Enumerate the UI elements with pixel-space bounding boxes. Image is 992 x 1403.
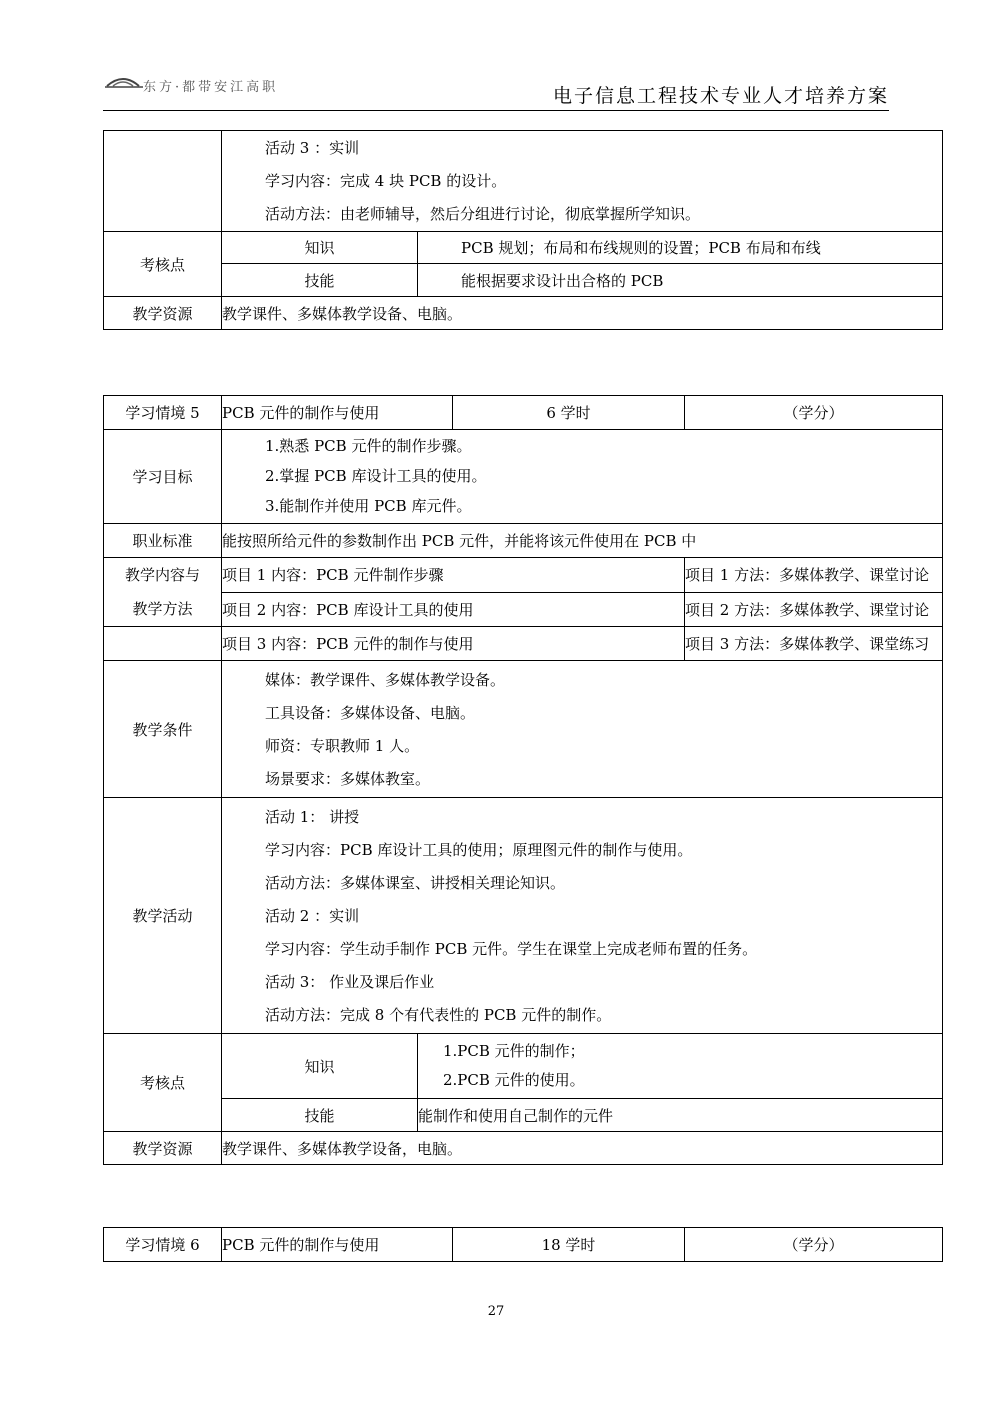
activity-line: 活动 2 ：实训 <box>265 907 360 925</box>
standard-text: 能按照所给元件的参数制作出 PCB 元件，并能将该元件使用在 PCB 中 <box>222 524 943 558</box>
activity-line: 活动 3： 作业及课后作业 <box>265 973 435 991</box>
item-method: 项目 1 方法：多媒体教学、课堂讨论 <box>685 558 943 593</box>
condition-item: 媒体：教学课件、多媒体教学设备。 <box>265 671 506 689</box>
resource-text: 教学课件、多媒体教学设备、电脑。 <box>222 297 943 330</box>
activity-line: 活动方法：由老师辅导，然后分组进行讨论，彻底掌握所学知识。 <box>265 205 701 223</box>
activity-cell <box>222 131 943 232</box>
empty-label-cell <box>104 627 222 661</box>
item-content: 项目 2 内容：PCB 库设计工具的使用 <box>222 592 685 627</box>
knowledge-label: 知识 <box>222 1034 418 1099</box>
activity-cell <box>222 798 943 1034</box>
goal-item: 3.能制作并使用 PCB 库元件。 <box>265 497 472 515</box>
activity-label: 教学活动 <box>104 798 222 1034</box>
goal-item: 1.熟悉 PCB 元件的制作步骤。 <box>265 437 472 455</box>
situation-name: PCB 元件的制作与使用 <box>222 1228 453 1262</box>
item-content: 项目 1 内容：PCB 元件制作步骤 <box>222 558 685 593</box>
condition-item: 场景要求：多媒体教室。 <box>265 770 431 788</box>
content-label-line: 教学方法 <box>132 600 193 618</box>
knowledge-text: PCB 规划；布局和布线规则的设置；PCB 布局和布线 <box>418 232 943 264</box>
document-title: 电子信息工程技术专业人才培养方案 <box>552 85 889 107</box>
table-situation-6 <box>103 1227 943 1262</box>
table-situation-5 <box>103 395 943 1165</box>
item-method: 项目 3 方法：多媒体教学、课堂练习 <box>685 627 943 661</box>
resource-label: 教学资源 <box>104 1132 222 1165</box>
condition-item: 工具设备：多媒体设备、电脑。 <box>265 704 476 722</box>
logo-text: 东方·都带安江高职 <box>143 80 279 95</box>
page-number: 27 <box>487 1304 505 1319</box>
activity-line: 学习内容：学生动手制作 PCB 元件。学生在课堂上完成老师布置的任务。 <box>265 940 758 958</box>
condition-label: 教学条件 <box>104 661 222 798</box>
assessment-label: 考核点 <box>104 1034 222 1132</box>
activity-line: 活动 3 ：实训 <box>265 139 360 157</box>
situation-name: PCB 元件的制作与使用 <box>222 396 453 430</box>
content-label-line: 教学内容与 <box>124 566 200 584</box>
standard-label: 职业标准 <box>104 524 222 558</box>
credit: （学分） <box>685 396 943 430</box>
resource-label: 教学资源 <box>104 297 222 330</box>
assessment-label: 考核点 <box>104 232 222 297</box>
item-content: 项目 3 内容：PCB 元件的制作与使用 <box>222 627 685 661</box>
activity-line: 学习内容：PCB 库设计工具的使用；原理图元件的制作与使用。 <box>265 841 693 859</box>
content-method-label <box>104 558 222 627</box>
condition-item: 师资：专职教师 1 人。 <box>265 737 420 755</box>
activity-line: 活动方法：完成 8 个有代表性的 PCB 元件的制作。 <box>265 1006 612 1024</box>
credit: （学分） <box>685 1228 943 1262</box>
skill-label: 技能 <box>222 1099 418 1132</box>
knowledge-item: 1.PCB 元件的制作； <box>443 1042 585 1060</box>
skill-text: 能根据要求设计出合格的 PCB <box>418 264 943 297</box>
hours: 6 学时 <box>453 396 685 430</box>
activity-line: 活动方法：多媒体课室、讲授相关理论知识。 <box>265 874 566 892</box>
situation-label: 学习情境 5 <box>104 396 222 430</box>
table-situation-4-tail <box>103 130 943 330</box>
situation-label: 学习情境 6 <box>104 1228 222 1262</box>
resource-text: 教学课件、多媒体教学设备，电脑。 <box>222 1132 943 1165</box>
knowledge-label: 知识 <box>222 232 418 264</box>
activity-line: 活动 1： 讲授 <box>265 808 360 826</box>
goal-cell <box>222 430 943 524</box>
knowledge-item: 2.PCB 元件的使用。 <box>443 1071 585 1089</box>
knowledge-cell <box>418 1034 943 1099</box>
hours: 18 学时 <box>453 1228 685 1262</box>
empty-label-cell <box>104 131 222 232</box>
activity-line: 学习内容：完成 4 块 PCB 的设计。 <box>265 172 507 190</box>
skill-label: 技能 <box>222 264 418 297</box>
item-method: 项目 2 方法：多媒体教学、课堂讨论 <box>685 592 943 627</box>
skill-text: 能制作和使用自己制作的元件 <box>418 1099 943 1132</box>
goal-item: 2.掌握 PCB 库设计工具的使用。 <box>265 467 487 485</box>
goal-label: 学习目标 <box>104 430 222 524</box>
condition-cell <box>222 661 943 798</box>
page-header <box>103 70 889 111</box>
